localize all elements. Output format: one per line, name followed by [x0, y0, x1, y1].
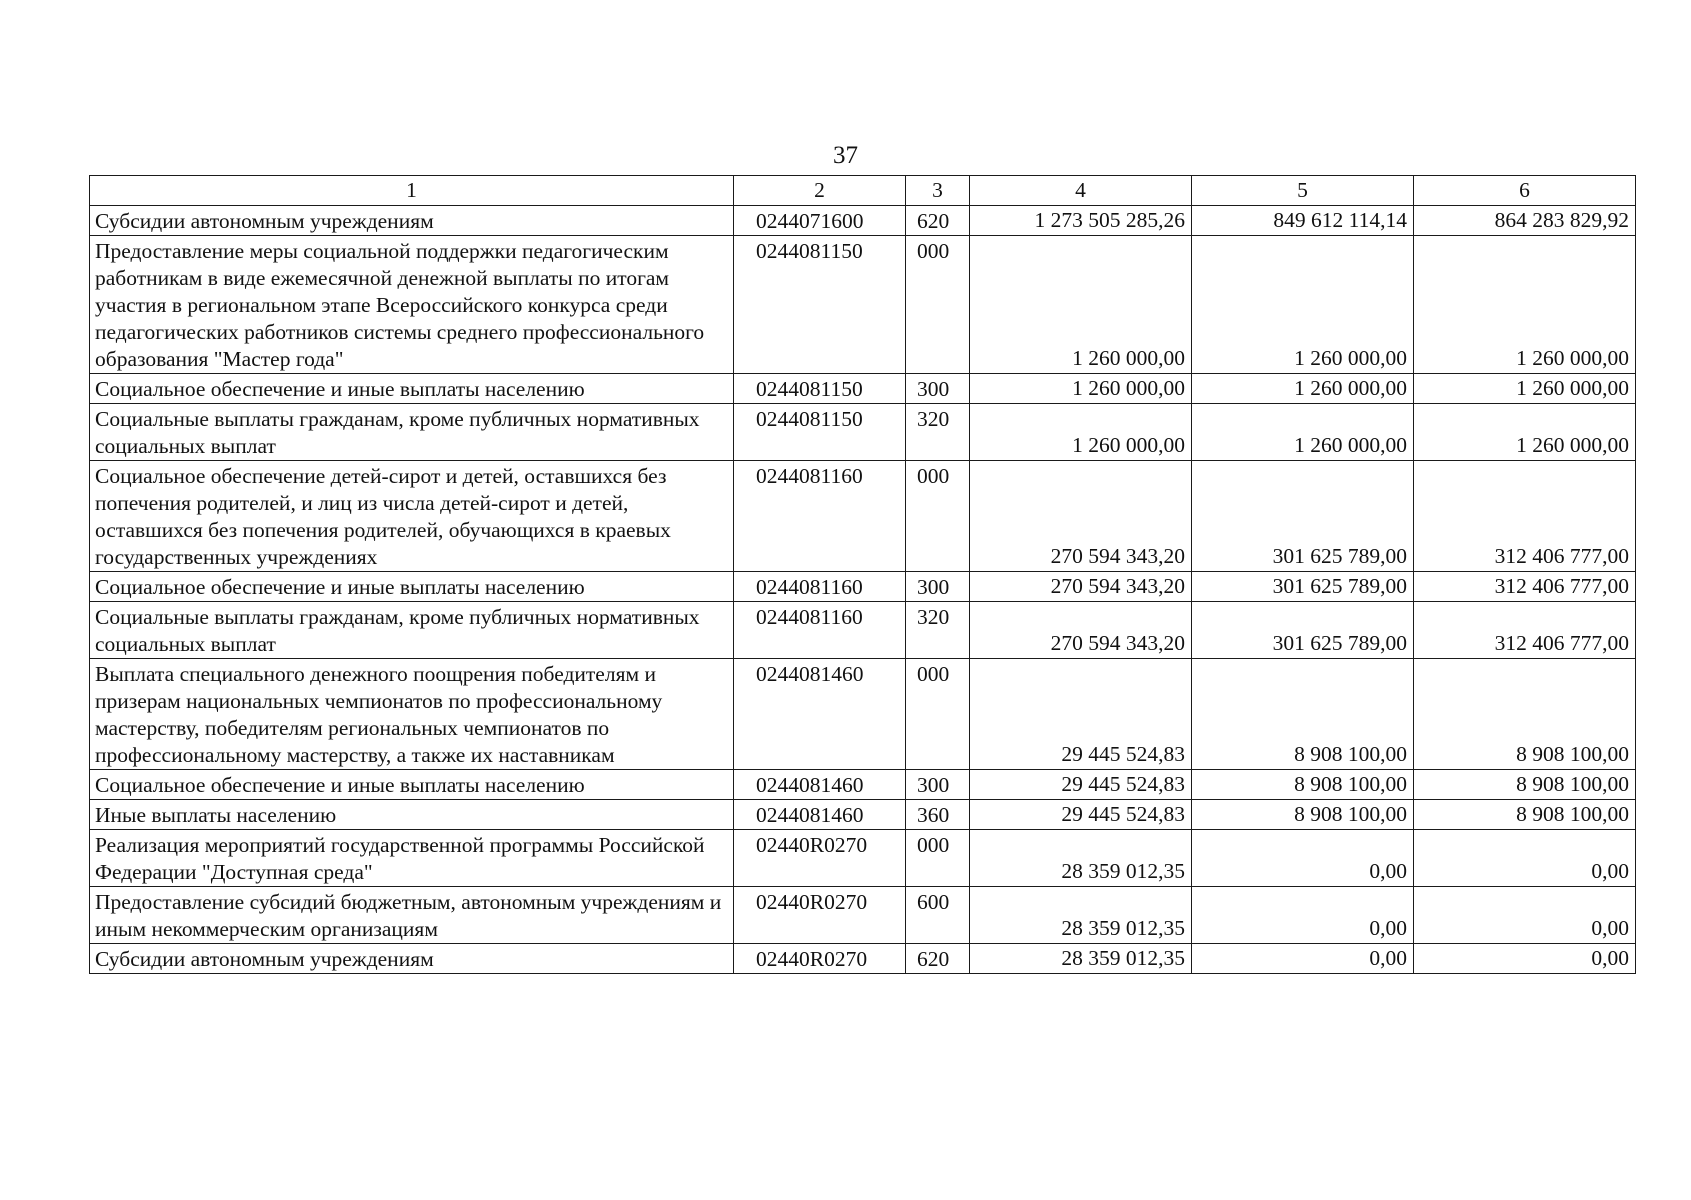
row-amount-col-6-cell: 8 908 100,00 — [1414, 800, 1636, 830]
row-code-cell: 0244081160 — [734, 602, 906, 659]
row-amount-col-6-cell: 0,00 — [1414, 944, 1636, 974]
row-name-cell: Социальные выплаты гражданам, кроме публичных нормативных социальных выплат — [90, 404, 734, 461]
row-amount-col-6-cell: 8 908 100,00 — [1414, 770, 1636, 800]
row-amount-col-4-cell: 1 260 000,00 — [970, 374, 1192, 404]
table-row — [90, 800, 1636, 830]
row-amount-col-4-cell: 1 260 000,00 — [970, 404, 1192, 461]
row-name-cell: Иные выплаты населению — [90, 800, 734, 830]
row-code-cell: 0244081160 — [734, 572, 906, 602]
table-row — [90, 404, 1636, 461]
row-amount-col-4-cell: 270 594 343,20 — [970, 461, 1192, 572]
table-row — [90, 461, 1636, 572]
row-expense-type-cell: 300 — [906, 374, 970, 404]
table-row — [90, 236, 1636, 374]
row-code-cell: 0244071600 — [734, 206, 906, 236]
header-cell-col-3: 3 — [906, 176, 970, 206]
table-body — [90, 176, 1636, 974]
row-amount-col-5-cell: 849 612 114,14 — [1192, 206, 1414, 236]
row-name-cell: Субсидии автономным учреждениям — [90, 206, 734, 236]
header-cell-col-6: 6 — [1414, 176, 1636, 206]
row-expense-type-cell: 300 — [906, 572, 970, 602]
row-code-cell: 0244081150 — [734, 404, 906, 461]
row-code-cell: 0244081460 — [734, 770, 906, 800]
row-name-cell: Социальное обеспечение и иные выплаты населению — [90, 374, 734, 404]
header-cell-col-2: 2 — [734, 176, 906, 206]
row-amount-col-6-cell: 1 260 000,00 — [1414, 374, 1636, 404]
budget-table — [89, 175, 1636, 974]
row-expense-type-cell: 300 — [906, 770, 970, 800]
row-amount-col-6-cell: 312 406 777,00 — [1414, 461, 1636, 572]
row-name-cell: Выплата специального денежного поощрения победителям и призерам национальных чемпионатов по профессиональному мастерству, победителям региональных чемпионатов по профессиональному мастерству, а также их наставникам — [90, 659, 734, 770]
row-expense-type-cell: 620 — [906, 944, 970, 974]
table-row — [90, 944, 1636, 974]
header-cell-col-5: 5 — [1192, 176, 1414, 206]
page-number: 37 — [833, 142, 858, 169]
row-amount-col-6-cell: 864 283 829,92 — [1414, 206, 1636, 236]
row-expense-type-cell: 600 — [906, 887, 970, 944]
row-amount-col-5-cell: 0,00 — [1192, 830, 1414, 887]
table-row — [90, 887, 1636, 944]
row-amount-col-6-cell: 0,00 — [1414, 887, 1636, 944]
row-code-cell: 02440R0270 — [734, 887, 906, 944]
table-row — [90, 572, 1636, 602]
row-expense-type-cell: 620 — [906, 206, 970, 236]
row-amount-col-5-cell: 0,00 — [1192, 944, 1414, 974]
table-row — [90, 770, 1636, 800]
row-amount-col-6-cell: 312 406 777,00 — [1414, 572, 1636, 602]
row-amount-col-4-cell: 29 445 524,83 — [970, 659, 1192, 770]
row-name-cell: Субсидии автономным учреждениям — [90, 944, 734, 974]
row-name-cell: Социальные выплаты гражданам, кроме публичных нормативных социальных выплат — [90, 602, 734, 659]
row-amount-col-6-cell: 0,00 — [1414, 830, 1636, 887]
row-amount-col-5-cell: 1 260 000,00 — [1192, 236, 1414, 374]
row-amount-col-5-cell: 1 260 000,00 — [1192, 374, 1414, 404]
row-amount-col-4-cell: 270 594 343,20 — [970, 602, 1192, 659]
row-name-cell: Социальное обеспечение детей-сирот и детей, оставшихся без попечения родителей, и лиц из числа детей-сирот и детей, оставшихся без попечения родителей, обучающихся в краевых государственных учреждениях — [90, 461, 734, 572]
row-name-cell: Предоставление меры социальной поддержки педагогическим работникам в виде ежемесячной денежной выплаты по итогам участия в региональном этапе Всероссийского конкурса среди педагогических работников системы среднего профессионального образования "Мастер года" — [90, 236, 734, 374]
row-expense-type-cell: 000 — [906, 461, 970, 572]
row-expense-type-cell: 360 — [906, 800, 970, 830]
row-amount-col-4-cell: 29 445 524,83 — [970, 770, 1192, 800]
row-amount-col-5-cell: 301 625 789,00 — [1192, 461, 1414, 572]
row-name-cell: Социальное обеспечение и иные выплаты населению — [90, 572, 734, 602]
table-row — [90, 206, 1636, 236]
row-expense-type-cell: 000 — [906, 236, 970, 374]
row-name-cell: Реализация мероприятий государственной программы Российской Федерации "Доступная среда" — [90, 830, 734, 887]
row-amount-col-5-cell: 1 260 000,00 — [1192, 404, 1414, 461]
table-row — [90, 659, 1636, 770]
row-expense-type-cell: 000 — [906, 659, 970, 770]
row-code-cell: 0244081150 — [734, 374, 906, 404]
row-name-cell: Предоставление субсидий бюджетным, автономным учреждениям и иным некоммерческим организациям — [90, 887, 734, 944]
row-amount-col-5-cell: 8 908 100,00 — [1192, 659, 1414, 770]
row-amount-col-5-cell: 8 908 100,00 — [1192, 800, 1414, 830]
header-cell-col-4: 4 — [970, 176, 1192, 206]
row-amount-col-4-cell: 28 359 012,35 — [970, 944, 1192, 974]
table-row — [90, 830, 1636, 887]
table-row — [90, 374, 1636, 404]
row-amount-col-5-cell: 0,00 — [1192, 887, 1414, 944]
row-amount-col-4-cell: 1 273 505 285,26 — [970, 206, 1192, 236]
row-amount-col-4-cell: 28 359 012,35 — [970, 830, 1192, 887]
row-code-cell: 0244081460 — [734, 800, 906, 830]
table-row — [90, 602, 1636, 659]
header-cell-col-1: 1 — [90, 176, 734, 206]
row-amount-col-6-cell: 312 406 777,00 — [1414, 602, 1636, 659]
row-amount-col-4-cell: 28 359 012,35 — [970, 887, 1192, 944]
row-amount-col-4-cell: 270 594 343,20 — [970, 572, 1192, 602]
row-amount-col-5-cell: 301 625 789,00 — [1192, 602, 1414, 659]
row-code-cell: 0244081460 — [734, 659, 906, 770]
row-code-cell: 0244081150 — [734, 236, 906, 374]
row-amount-col-6-cell: 1 260 000,00 — [1414, 404, 1636, 461]
row-expense-type-cell: 320 — [906, 602, 970, 659]
row-code-cell: 02440R0270 — [734, 944, 906, 974]
row-code-cell: 02440R0270 — [734, 830, 906, 887]
row-code-cell: 0244081160 — [734, 461, 906, 572]
row-name-cell: Социальное обеспечение и иные выплаты населению — [90, 770, 734, 800]
row-amount-col-6-cell: 8 908 100,00 — [1414, 659, 1636, 770]
row-expense-type-cell: 320 — [906, 404, 970, 461]
row-amount-col-4-cell: 1 260 000,00 — [970, 236, 1192, 374]
row-expense-type-cell: 000 — [906, 830, 970, 887]
header-row — [90, 176, 1636, 206]
row-amount-col-6-cell: 1 260 000,00 — [1414, 236, 1636, 374]
row-amount-col-4-cell: 29 445 524,83 — [970, 800, 1192, 830]
row-amount-col-5-cell: 301 625 789,00 — [1192, 572, 1414, 602]
row-amount-col-5-cell: 8 908 100,00 — [1192, 770, 1414, 800]
